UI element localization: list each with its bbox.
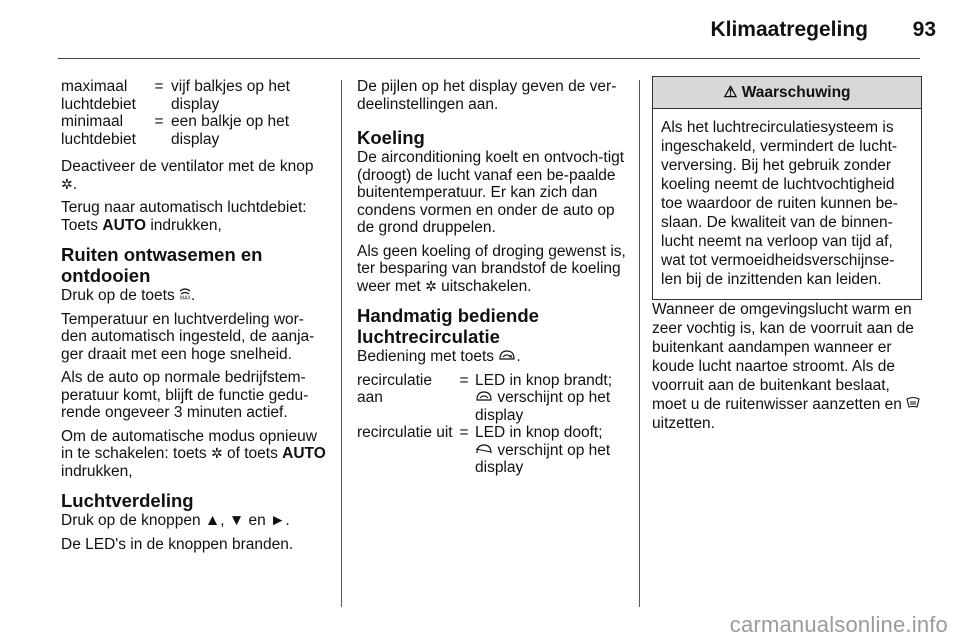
definition-description	[475, 372, 627, 425]
windshield-defrost-icon	[906, 396, 920, 411]
paragraph	[61, 199, 329, 234]
fan-icon: ✲	[61, 175, 73, 192]
column-right	[652, 78, 924, 439]
definition-row	[357, 424, 627, 477]
paragraph: Als de auto op normale bedrijfstem-peratuur komt, blijft de functie gedu-rende ongeveer 3 minuten actief.	[61, 369, 309, 421]
paragraph: De pijlen op het display geven de ver-deelinstellingen aan.	[357, 78, 617, 113]
definition-term: minimaal luchtdebiet	[61, 113, 136, 148]
definition-text: verschijnt op het display	[475, 441, 611, 476]
auto-label: AUTO	[102, 216, 147, 234]
definition-description: een balkje op het display	[171, 113, 290, 148]
section-heading: Handmatig bediende luchtrecirculatie	[357, 305, 539, 347]
section-heading: Luchtverdeling	[61, 490, 194, 511]
ac-snowflake-icon: ✲	[425, 277, 437, 294]
paragraph-text: Druk op de toets	[61, 287, 175, 304]
paragraph: Deactiveer de ventilator met de knop ✲.	[61, 158, 314, 193]
definition-description	[475, 424, 627, 477]
definition-term: maximaal luchtdebiet	[61, 78, 136, 113]
definition-equals: =	[154, 78, 164, 95]
warning-header	[653, 77, 921, 109]
warning-triangle-icon: ⚠	[723, 84, 738, 101]
column-left	[61, 78, 329, 559]
definition-text: LED in knop brandt;	[475, 371, 613, 389]
definition-equals: =	[154, 113, 164, 130]
paragraph-text: Om de automatische modus opnieuw in te schakelen: toets	[61, 427, 317, 462]
definition-text: verschijnt op het display	[475, 389, 611, 424]
paragraph-text: Bediening met toets	[357, 348, 495, 365]
paragraph: Druk op de knoppen ▲, ▼ en ►.	[61, 512, 290, 529]
paragraph-text: uitschakelen.	[441, 277, 532, 295]
paragraph-text: uitzetten.	[652, 414, 715, 432]
header-rule	[58, 58, 920, 59]
page-title: Klimaatregeling	[710, 18, 868, 41]
column-divider	[341, 80, 342, 607]
warning-text: Als het luchtrecirculatiesysteem is ingeschakeld, vermindert de lucht-verversing. Bij het gebruik zonder koeling neemt de luchtvochtigheid toe waardoor de ruiten kunnen be-slaan. De kwaliteit van de binnen-lucht neemt na verloop van tijd af, wat tot vermoeidheidsverschijnse-len bij de inzittenden kan leiden.	[661, 118, 898, 288]
paragraph	[61, 428, 329, 481]
paragraph: Druk op de toets MAX .	[61, 287, 196, 304]
recirculation-definition-list	[357, 372, 627, 477]
definition-equals: =	[459, 424, 469, 441]
section-heading: Ruiten ontwasemen en ontdooien	[61, 244, 263, 286]
paragraph-text: indrukken,	[61, 462, 133, 480]
svg-text:MAX: MAX	[180, 295, 191, 300]
auto-label: AUTO	[282, 445, 326, 462]
definition-row	[61, 113, 329, 148]
column-middle	[357, 78, 627, 487]
paragraph: Temperatuur en luchtverdeling wor-den automatisch ingesteld, de aanja-ger draait met een hoge snelheid.	[61, 310, 315, 363]
fresh-air-icon	[475, 443, 493, 457]
paragraph	[357, 243, 627, 296]
definition-equals: =	[459, 371, 469, 389]
column-divider	[639, 80, 640, 607]
definition-term: recirculatie aan	[357, 371, 432, 406]
definition-description: vijf balkjes op het display	[171, 78, 290, 113]
airflow-definition-list	[61, 78, 329, 148]
recirculation-icon	[475, 390, 493, 404]
paragraph-text: Als geen koeling of droging gewenst is, ter besparing van brandstof de koeling weer met	[357, 242, 626, 295]
warning-box	[652, 76, 922, 300]
paragraph: De LED's in de knoppen branden.	[61, 535, 294, 553]
fan-icon: ✲	[210, 445, 223, 461]
paragraph-text: of toets	[226, 445, 278, 462]
defrost-max-icon	[179, 287, 191, 302]
definition-row	[61, 78, 329, 113]
paragraph	[652, 300, 924, 433]
page-number: 93	[912, 18, 936, 41]
paragraph-text: Wanneer de omgevingslucht warm en zeer vochtig is, kan de voorruit aan de buitenkant aandampen wanneer er koude lucht naartoe stroomt. Als de voorruit aan de buitenkant beslaat, moet u de ruitenwisser aanzetten en	[652, 300, 914, 413]
recirculation-icon	[498, 349, 516, 363]
definition-text: LED in knop dooft;	[475, 424, 603, 441]
watermark: carmanualsonline.info	[729, 612, 948, 637]
definition-row	[357, 372, 627, 425]
paragraph-text: indrukken,	[150, 216, 222, 234]
paragraph-text: Terug naar automatisch luchtdebiet: Toets	[61, 199, 307, 234]
section-heading: Koeling	[357, 127, 425, 148]
paragraph: Bediening met toets .	[357, 348, 521, 365]
paragraph-text: Deactiveer de ventilator met de knop	[61, 158, 314, 175]
warning-title: Waarschuwing	[741, 84, 851, 101]
paragraph: De airconditioning koelt en ontvoch-tigt (droogt) de lucht vanaf een be-paalde buitentemperatuur. Er kan zich dan condens vormen en onder de auto op de grond druppelen.	[357, 149, 625, 236]
definition-term: recirculatie uit	[357, 424, 453, 441]
